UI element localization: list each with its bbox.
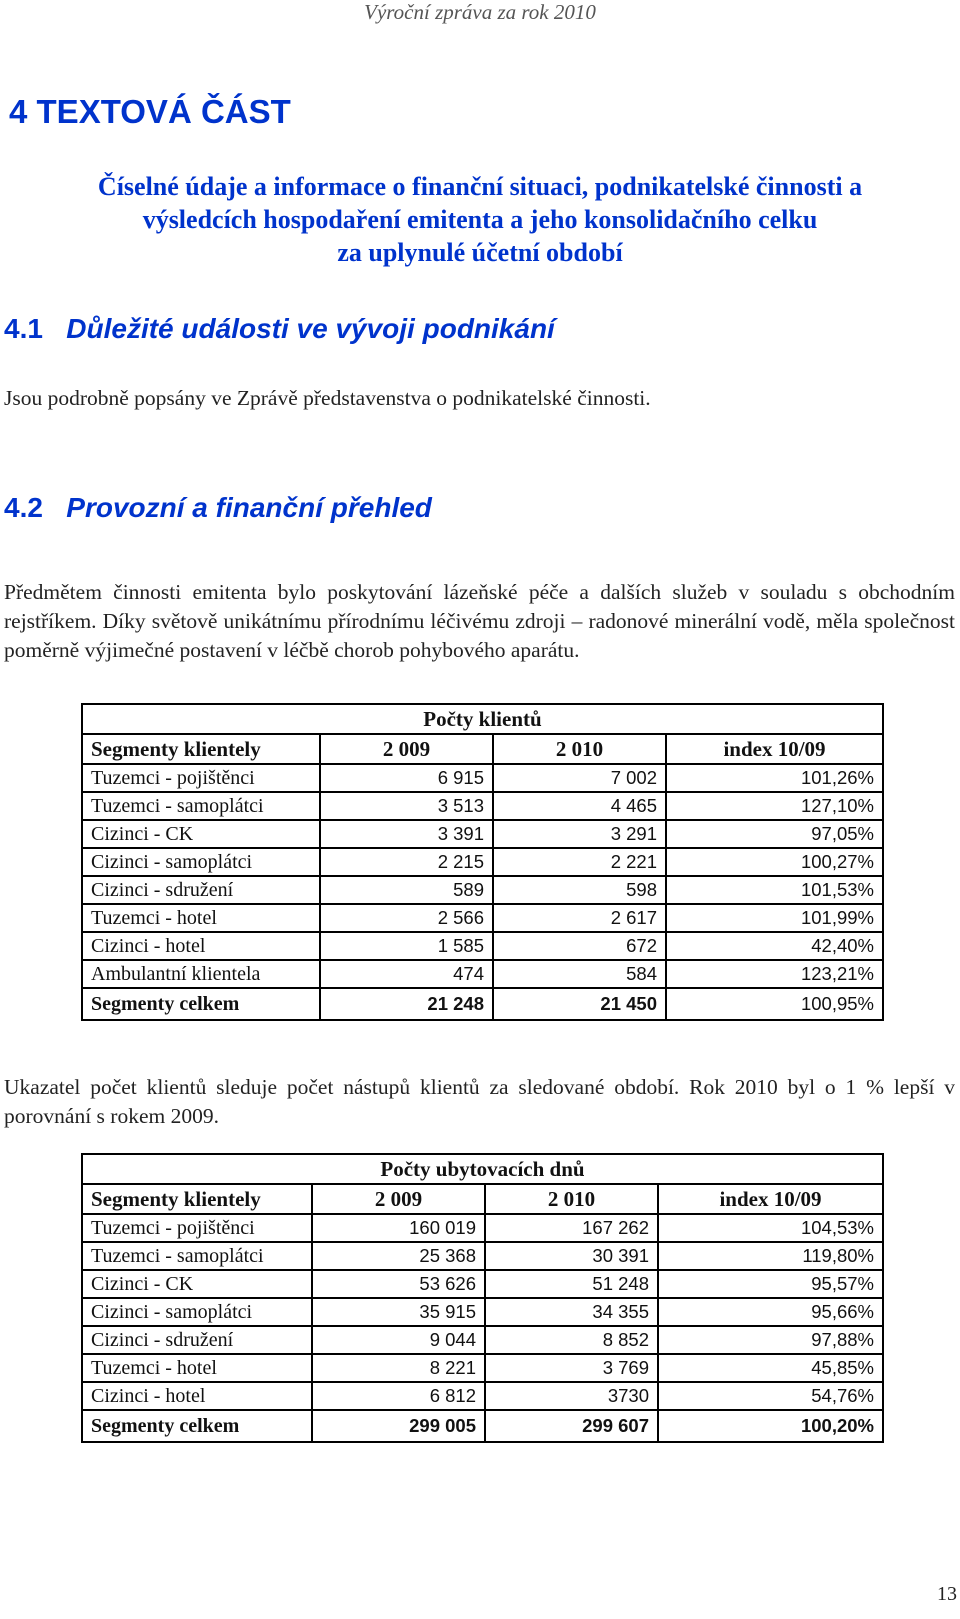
- section-number: 4.1: [4, 313, 43, 344]
- value-2010-cell: 167 262: [485, 1214, 658, 1242]
- value-2010-cell: 3 291: [493, 820, 666, 848]
- subtitle-line-2: výsledcích hospodaření emitenta a jeho konsolidačního celku: [142, 205, 818, 234]
- segment-cell: Tuzemci - hotel: [82, 904, 320, 932]
- value-2009-cell: 3 391: [320, 820, 493, 848]
- section-heading-4-1: [4, 313, 555, 345]
- value-2009-cell: 53 626: [312, 1270, 485, 1298]
- value-2010-cell: 8 852: [485, 1326, 658, 1354]
- segment-cell: Cizinci - hotel: [82, 932, 320, 960]
- index-cell: 127,10%: [666, 792, 883, 820]
- value-2009-cell: 2 566: [320, 904, 493, 932]
- segment-cell: Cizinci - sdružení: [82, 1326, 312, 1354]
- table-row: [82, 820, 883, 848]
- index-cell: 104,53%: [658, 1214, 883, 1242]
- subtitle-line-1: Číselné údaje a informace o finanční situaci, podnikatelské činnosti a: [97, 172, 863, 201]
- table-row: [82, 932, 883, 960]
- table-header-row: [82, 1184, 883, 1214]
- clients-table: [81, 703, 884, 1021]
- table-row: [82, 848, 883, 876]
- column-header: 2 009: [320, 734, 493, 764]
- page-number: 13: [937, 1583, 957, 1605]
- column-header: 2 010: [485, 1184, 658, 1214]
- value-2010-cell: 7 002: [493, 764, 666, 792]
- total-label-cell: Segmenty celkem: [82, 1410, 312, 1442]
- value-2010-cell: 672: [493, 932, 666, 960]
- index-cell: 101,26%: [666, 764, 883, 792]
- section-number: 4.2: [4, 492, 43, 523]
- segment-cell: Tuzemci - pojištěnci: [82, 764, 320, 792]
- chapter-title: 4 TEXTOVÁ ČÁST: [9, 93, 291, 130]
- segment-cell: Ambulantní klientela: [82, 960, 320, 988]
- table-row: [82, 1326, 883, 1354]
- value-2009-cell: 35 915: [312, 1298, 485, 1326]
- value-2010-cell: 4 465: [493, 792, 666, 820]
- column-header: 2 009: [312, 1184, 485, 1214]
- segment-cell: Tuzemci - samoplátci: [82, 792, 320, 820]
- value-2009-cell: 1 585: [320, 932, 493, 960]
- value-2010-cell: 51 248: [485, 1270, 658, 1298]
- index-cell: 95,57%: [658, 1270, 883, 1298]
- table-total-row: [82, 1410, 883, 1442]
- table-caption: Počty ubytovacích dnů: [82, 1154, 883, 1184]
- clients-note: Ukazatel počet klientů sleduje počet nástupů klientů za sledované období. Rok 2010 byl o 1 % lepší v porovnání s rokem 2009.: [4, 1075, 955, 1128]
- value-2010-cell: 3 769: [485, 1354, 658, 1382]
- section-heading-4-2: [4, 492, 432, 524]
- index-cell: 119,80%: [658, 1242, 883, 1270]
- value-2010-cell: 598: [493, 876, 666, 904]
- segment-cell: Tuzemci - samoplátci: [82, 1242, 312, 1270]
- segment-cell: Cizinci - CK: [82, 1270, 312, 1298]
- value-2010-cell: 3730: [485, 1382, 658, 1410]
- column-header: index 10/09: [658, 1184, 883, 1214]
- value-2009-cell: 9 044: [312, 1326, 485, 1354]
- accommodation-days-table: [81, 1153, 884, 1443]
- segment-cell: Cizinci - hotel: [82, 1382, 312, 1410]
- value-2010-cell: 34 355: [485, 1298, 658, 1326]
- section-4-1-text: Jsou podrobně popsány ve Zprávě představenstva o podnikatelské činnosti.: [4, 386, 651, 410]
- section-title: Provozní a finanční přehled: [66, 492, 432, 523]
- value-2009-cell: 6 915: [320, 764, 493, 792]
- index-cell: 101,53%: [666, 876, 883, 904]
- table-row: [82, 1298, 883, 1326]
- column-header: Segmenty klientely: [82, 1184, 312, 1214]
- subtitle-line-3: za uplynulé účetní období: [337, 238, 623, 267]
- value-2009-cell: 2 215: [320, 848, 493, 876]
- value-2010-cell: 30 391: [485, 1242, 658, 1270]
- total-2010-cell: 21 450: [493, 988, 666, 1020]
- value-2009-cell: 160 019: [312, 1214, 485, 1242]
- index-cell: 123,21%: [666, 960, 883, 988]
- segment-cell: Cizinci - sdružení: [82, 876, 320, 904]
- table-header-row: [82, 734, 883, 764]
- total-2009-cell: 299 005: [312, 1410, 485, 1442]
- table-row: [82, 904, 883, 932]
- chapter-subtitle: [30, 170, 930, 269]
- value-2009-cell: 6 812: [312, 1382, 485, 1410]
- total-label-cell: Segmenty celkem: [82, 988, 320, 1020]
- table-caption-row: [82, 704, 883, 734]
- value-2009-cell: 589: [320, 876, 493, 904]
- total-index-cell: 100,95%: [666, 988, 883, 1020]
- index-cell: 95,66%: [658, 1298, 883, 1326]
- column-header: index 10/09: [666, 734, 883, 764]
- table-total-row: [82, 988, 883, 1020]
- section-4-2-text: Předmětem činnosti emitenta bylo poskytování lázeňské péče a dalších služeb v souladu s obchodním rejstříkem. Díky světově unikátnímu přírodnímu léčivému zdroji – radonové minerální vodě, měla společnost poměrně výjimečné postavení v léčbě chorob pohybového aparátu.: [4, 580, 955, 662]
- value-2010-cell: 2 221: [493, 848, 666, 876]
- value-2010-cell: 584: [493, 960, 666, 988]
- table-caption: Počty klientů: [82, 704, 883, 734]
- index-cell: 97,88%: [658, 1326, 883, 1354]
- value-2009-cell: 25 368: [312, 1242, 485, 1270]
- table-row: [82, 1242, 883, 1270]
- value-2009-cell: 8 221: [312, 1354, 485, 1382]
- value-2010-cell: 2 617: [493, 904, 666, 932]
- section-title: Důležité události ve vývoji podnikání: [66, 313, 555, 344]
- index-cell: 97,05%: [666, 820, 883, 848]
- index-cell: 101,99%: [666, 904, 883, 932]
- total-2009-cell: 21 248: [320, 988, 493, 1020]
- value-2009-cell: 474: [320, 960, 493, 988]
- segment-cell: Tuzemci - pojištěnci: [82, 1214, 312, 1242]
- table-row: [82, 960, 883, 988]
- table-row: [82, 764, 883, 792]
- running-header: Výroční zpráva za rok 2010: [364, 0, 596, 24]
- value-2009-cell: 3 513: [320, 792, 493, 820]
- column-header: 2 010: [493, 734, 666, 764]
- index-cell: 42,40%: [666, 932, 883, 960]
- total-2010-cell: 299 607: [485, 1410, 658, 1442]
- index-cell: 54,76%: [658, 1382, 883, 1410]
- table-row: [82, 1382, 883, 1410]
- index-cell: 100,27%: [666, 848, 883, 876]
- segment-cell: Cizinci - samoplátci: [82, 848, 320, 876]
- table-row: [82, 1354, 883, 1382]
- index-cell: 45,85%: [658, 1354, 883, 1382]
- table-row: [82, 1214, 883, 1242]
- table-row: [82, 876, 883, 904]
- segment-cell: Cizinci - CK: [82, 820, 320, 848]
- segment-cell: Cizinci - samoplátci: [82, 1298, 312, 1326]
- total-index-cell: 100,20%: [658, 1410, 883, 1442]
- segment-cell: Tuzemci - hotel: [82, 1354, 312, 1382]
- table-row: [82, 1270, 883, 1298]
- column-header: Segmenty klientely: [82, 734, 320, 764]
- table-caption-row: [82, 1154, 883, 1184]
- table-row: [82, 792, 883, 820]
